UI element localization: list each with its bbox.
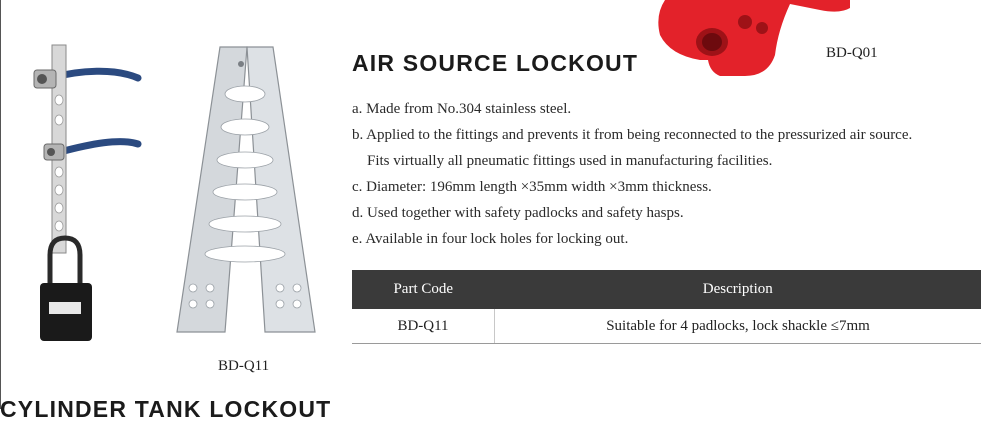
feature-item: d. Used together with safety padlocks and safety hasps.: [352, 205, 684, 221]
feature-item: b. Applied to the fittings and prevents it from being reconnected to the pressurized air source.: [352, 127, 913, 143]
spec-table: [352, 270, 981, 344]
column-header-description: Description: [495, 270, 982, 309]
cell-part-code: BD-Q11: [352, 309, 495, 344]
table-row: [352, 309, 981, 344]
feature-item: c. Diameter: 196mm length ×35mm width ×3mm thickness.: [352, 179, 712, 195]
product-caption-right: BD-Q01: [826, 45, 878, 61]
red-lockout-photo: [650, 0, 860, 82]
lockout-assembly-photo: [20, 40, 160, 345]
next-section-title: CYLINDER TANK LOCKOUT: [0, 396, 332, 422]
feature-list: [352, 96, 912, 252]
table-header-row: [352, 270, 981, 309]
section-title: AIR SOURCE LOCKOUT: [352, 50, 639, 76]
page-left-rule: [0, 0, 1, 409]
lockout-plate-photo: [165, 42, 325, 342]
cell-description: Suitable for 4 padlocks, lock shackle ≤7mm: [495, 309, 982, 344]
column-header-part-code: Part Code: [352, 270, 495, 309]
product-caption-left: BD-Q11: [218, 358, 270, 374]
feature-item: e. Available in four lock holes for locking out.: [352, 231, 629, 247]
feature-item: a. Made from No.304 stainless steel.: [352, 101, 572, 117]
feature-item-continuation: Fits virtually all pneumatic fittings used in manufacturing facilities.: [367, 153, 773, 169]
